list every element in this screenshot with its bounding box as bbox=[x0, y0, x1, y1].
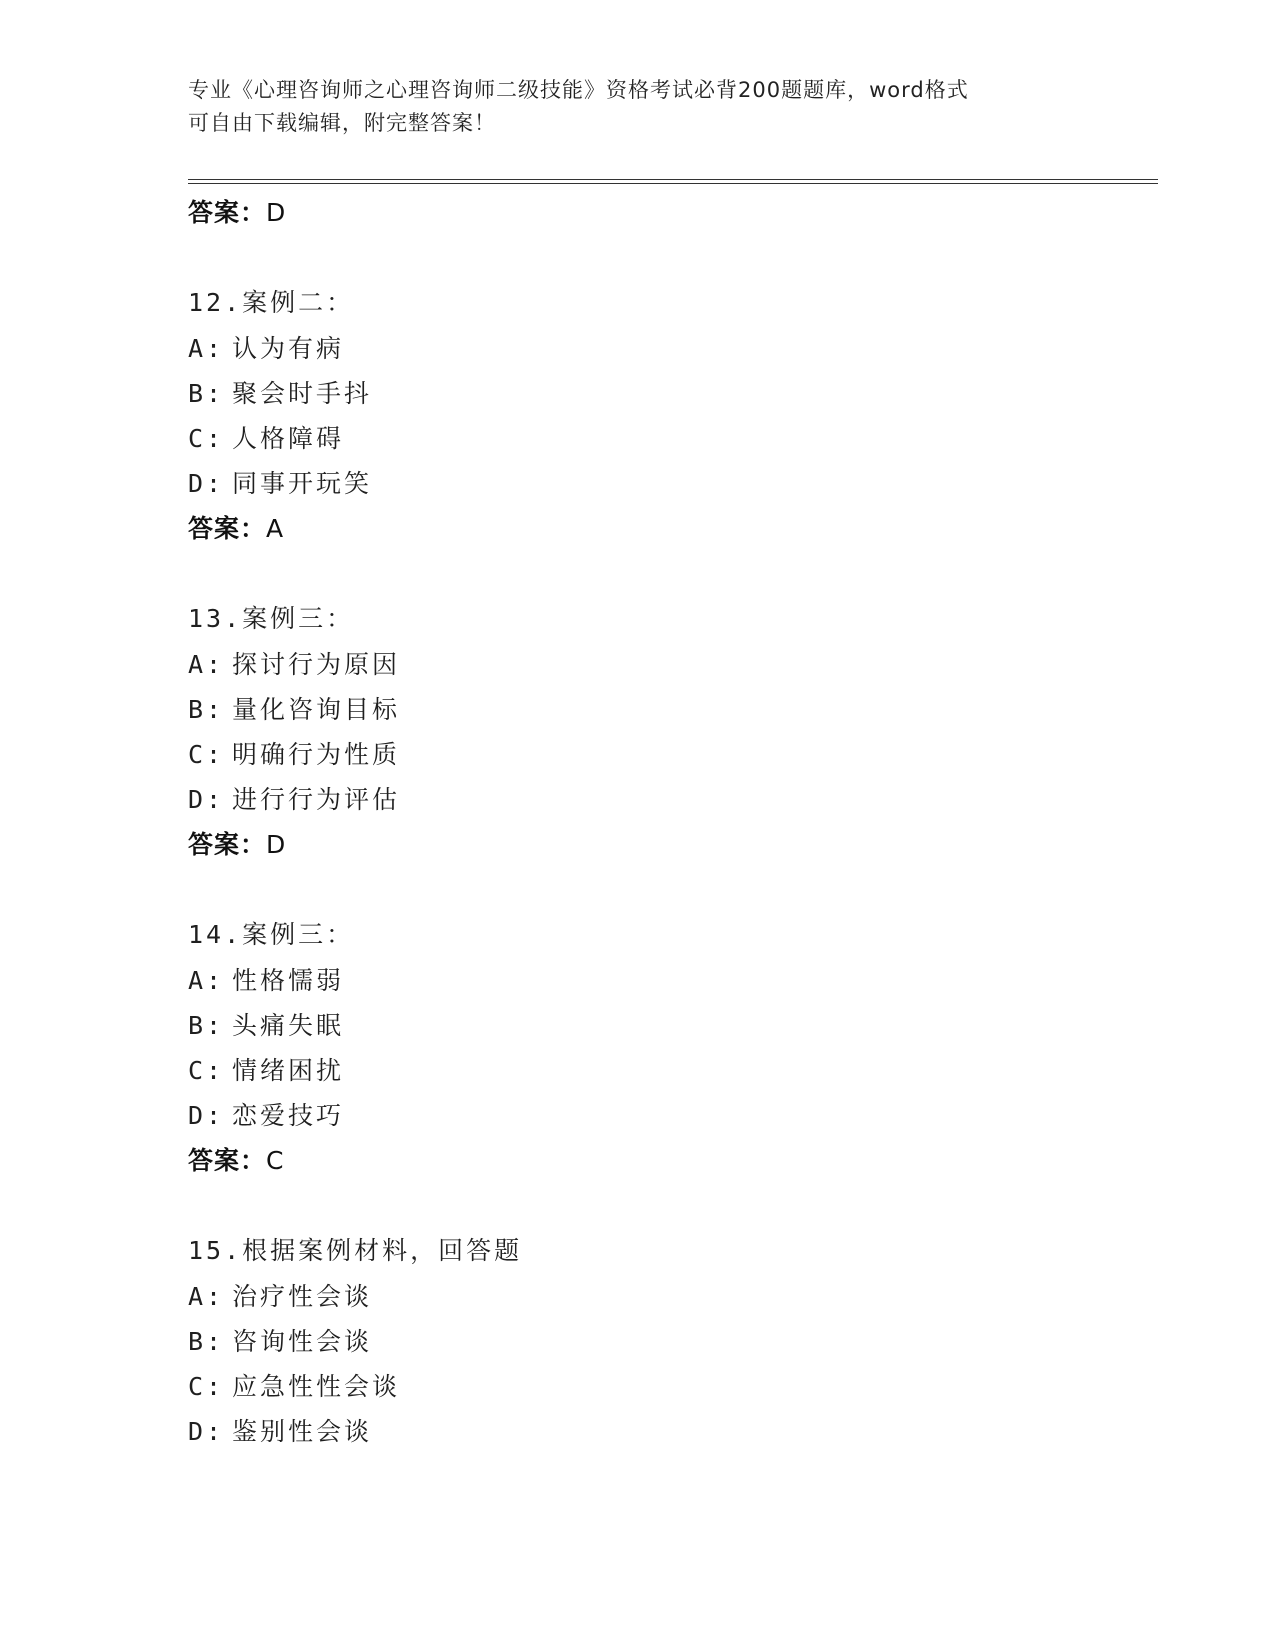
option-key: A: bbox=[188, 650, 225, 679]
option-key: C: bbox=[188, 1056, 225, 1085]
option-a bbox=[188, 958, 1148, 1003]
option-b bbox=[188, 687, 1148, 732]
option-text: 咨询性会谈 bbox=[232, 1327, 373, 1356]
option-a bbox=[188, 326, 1148, 371]
option-text: 应急性性会谈 bbox=[232, 1372, 401, 1401]
question-list bbox=[188, 190, 1148, 1454]
option-key: D: bbox=[188, 785, 225, 814]
option-key: A: bbox=[188, 966, 225, 995]
option-text: 鉴别性会谈 bbox=[232, 1417, 373, 1446]
option-d bbox=[188, 1409, 1148, 1454]
option-d bbox=[188, 777, 1148, 822]
option-key: C: bbox=[188, 424, 225, 453]
answer-label: 答案： bbox=[188, 1146, 267, 1175]
answer-line bbox=[188, 506, 1148, 552]
spacer bbox=[188, 1184, 1148, 1228]
option-text: 头痛失眠 bbox=[232, 1011, 345, 1040]
option-b bbox=[188, 1319, 1148, 1364]
answer-label: 答案： bbox=[188, 514, 267, 543]
header-line-2: 可自由下载编辑，附完整答案！ bbox=[188, 111, 496, 135]
option-d bbox=[188, 1093, 1148, 1138]
option-c bbox=[188, 732, 1148, 777]
spacer bbox=[188, 236, 1148, 280]
option-text: 进行行为评估 bbox=[232, 785, 401, 814]
answer-line bbox=[188, 190, 1148, 236]
question-title bbox=[188, 1228, 1148, 1274]
option-text: 同事开玩笑 bbox=[232, 469, 373, 498]
answer-value: A bbox=[266, 514, 285, 543]
answer-label: 答案： bbox=[188, 198, 267, 227]
option-c bbox=[188, 1048, 1148, 1093]
option-key: B: bbox=[188, 1011, 225, 1040]
spacer bbox=[188, 868, 1148, 912]
option-c bbox=[188, 1364, 1148, 1409]
option-key: D: bbox=[188, 469, 225, 498]
answer-line bbox=[188, 822, 1148, 868]
option-key: B: bbox=[188, 1327, 225, 1356]
option-key: A: bbox=[188, 1282, 225, 1311]
option-key: B: bbox=[188, 695, 225, 724]
answer-value: C bbox=[266, 1146, 285, 1175]
option-a bbox=[188, 1274, 1148, 1319]
question-text: 案例三： bbox=[242, 604, 355, 633]
answer-label: 答案： bbox=[188, 830, 267, 859]
option-key: C: bbox=[188, 1372, 225, 1401]
question-text: 案例三： bbox=[242, 920, 355, 949]
option-key: C: bbox=[188, 740, 225, 769]
question-title bbox=[188, 596, 1148, 642]
option-key: D: bbox=[188, 1417, 225, 1446]
option-text: 明确行为性质 bbox=[232, 740, 401, 769]
question-title bbox=[188, 280, 1148, 326]
option-text: 人格障碍 bbox=[232, 424, 345, 453]
option-text: 量化咨询目标 bbox=[232, 695, 401, 724]
answer-value: D bbox=[266, 830, 287, 859]
option-key: D: bbox=[188, 1101, 225, 1130]
option-text: 治疗性会谈 bbox=[232, 1282, 373, 1311]
question-text: 案例二： bbox=[242, 288, 355, 317]
option-text: 聚会时手抖 bbox=[232, 379, 373, 408]
option-b bbox=[188, 371, 1148, 416]
answer-line bbox=[188, 1138, 1148, 1184]
question-number: 14. bbox=[188, 920, 243, 949]
option-key: A: bbox=[188, 334, 225, 363]
option-key: B: bbox=[188, 379, 225, 408]
question-number: 15. bbox=[188, 1236, 243, 1265]
option-text: 性格懦弱 bbox=[232, 966, 345, 995]
option-c bbox=[188, 416, 1148, 461]
answer-value: D bbox=[266, 198, 287, 227]
header-divider-top bbox=[188, 179, 1158, 180]
question-number: 12. bbox=[188, 288, 243, 317]
option-text: 探讨行为原因 bbox=[232, 650, 401, 679]
header-line-1: 专业《心理咨询师之心理咨询师二级技能》资格考试必背200题题库，word格式 bbox=[188, 78, 969, 102]
question-number: 13. bbox=[188, 604, 243, 633]
option-b bbox=[188, 1003, 1148, 1048]
spacer bbox=[188, 552, 1148, 596]
option-a bbox=[188, 642, 1148, 687]
question-title bbox=[188, 912, 1148, 958]
question-text: 根据案例材料，回答题 bbox=[242, 1236, 523, 1265]
option-text: 恋爱技巧 bbox=[232, 1101, 345, 1130]
option-text: 情绪困扰 bbox=[232, 1056, 345, 1085]
option-text: 认为有病 bbox=[232, 334, 345, 363]
document-header bbox=[188, 74, 1088, 140]
header-divider-bottom bbox=[188, 183, 1158, 184]
option-d bbox=[188, 461, 1148, 506]
